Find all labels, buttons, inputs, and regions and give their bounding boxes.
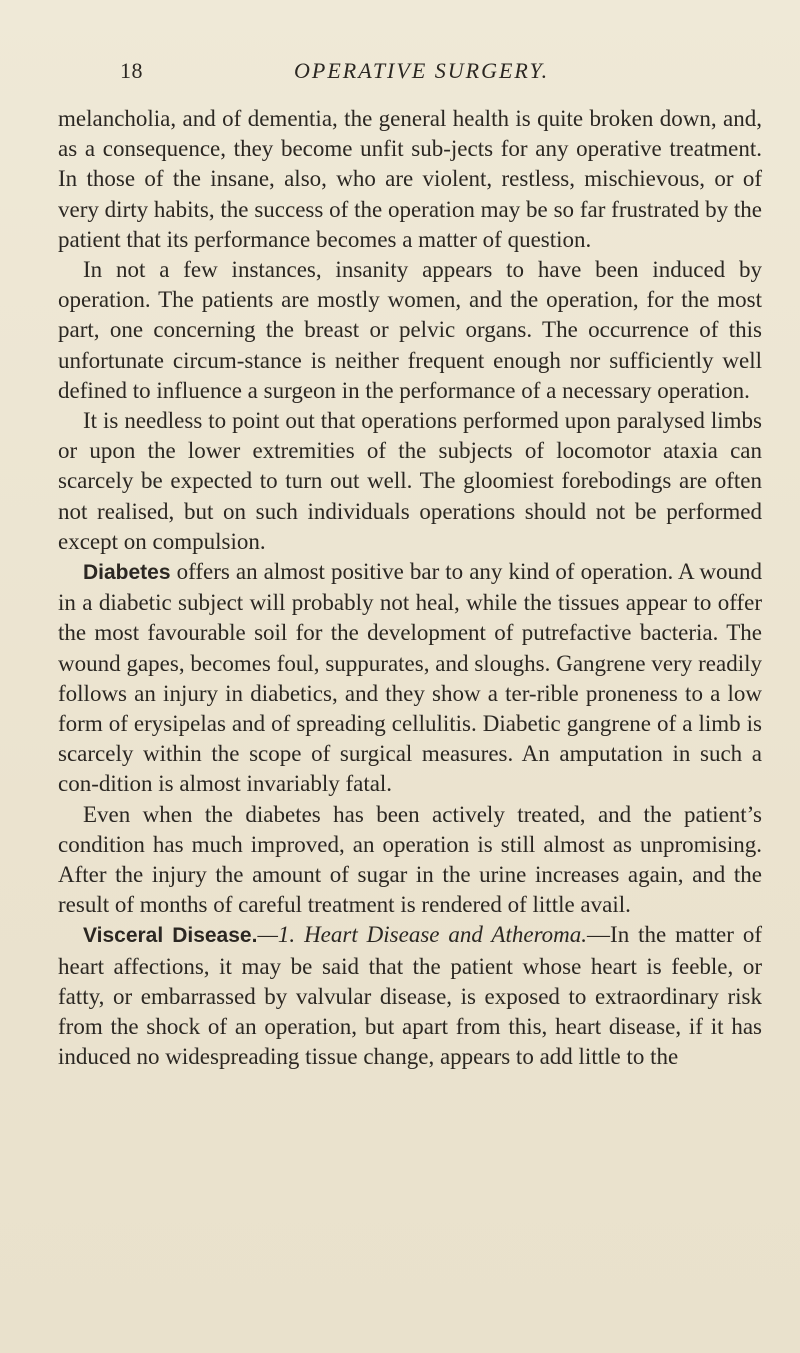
heart-disease-subheading: —1. Heart Disease and Atheroma. xyxy=(257,922,588,948)
paragraph-melancholia: melancholia, and of dementia, the general health is quite broken down, and, as a consequence, they become unfit sub-jects for any operative treatment. In those of the insane, also, who are violent, restless, mischievous, or of very dirty habits, the success of the operation may be so far frustrated by the patient that its performance becomes a matter of question. xyxy=(58,106,762,252)
paragraph-insanity: In not a few instances, insanity appears to have been induced by operation. The patients are mostly women, and the operation, for the most part, one concerning the breast or pelvic organs. The occurrence of this unfortunate circum-stance is neither frequent enough nor sufficiently well defined to influence a surgeon in the performance of a necessary operation. xyxy=(58,257,762,403)
paragraph-diabetes: Diabetes offers an almost positive bar to any kind of operation. A wound in a diabetic subject will probably not heal, while the tissues appear to offer the most favourable soil for the development of putrefactive bacteria. The wound gapes, becomes foul, suppurates, and sloughs. Gangrene very readily follows an injury in diabetics, and they show a ter-rible proneness to a low form of erysipelas and of spreading cellulitis. Diabetic gangrene of a limb is scarcely within the scope of surgical measures. An amputation in such a con-dition is almost invariably fatal. xyxy=(58,559,762,797)
visceral-disease-heading: Visceral Disease. xyxy=(83,924,258,948)
body-text xyxy=(58,104,762,1073)
paragraph-paralysed-limbs: It is needless to point out that operations performed upon paralysed limbs or upon the lower extremities of the subjects of locomotor ataxia can scarcely be expected to turn out well. The gloomiest forebodings are often not realised, but on such individuals operations should not be performed except on compulsion. xyxy=(58,408,762,554)
page-number: 18 xyxy=(120,58,143,83)
diabetes-heading: Diabetes xyxy=(83,561,171,585)
paragraph-diabetes-treated: Even when the diabetes has been actively treated, and the patient’s condition has much improved, an operation is still almost as unpromising. After the injury the amount of sugar in the urine increases again, and the result of months of careful treatment is rendered of little avail. xyxy=(58,801,762,918)
running-title: OPERATIVE SURGERY. xyxy=(294,58,550,83)
paragraph-visceral-disease: Visceral Disease.—1. Heart Disease and Atheroma.—In the matter of heart affections, it may be said that the patient whose heart is feeble, or fatty, or embarrassed by valvular disease, is exposed to extraordinary risk from the shock of an operation, but apart from this, heart disease, if it has induced no widespreading tissue change, appears to add little to the xyxy=(58,922,762,1070)
